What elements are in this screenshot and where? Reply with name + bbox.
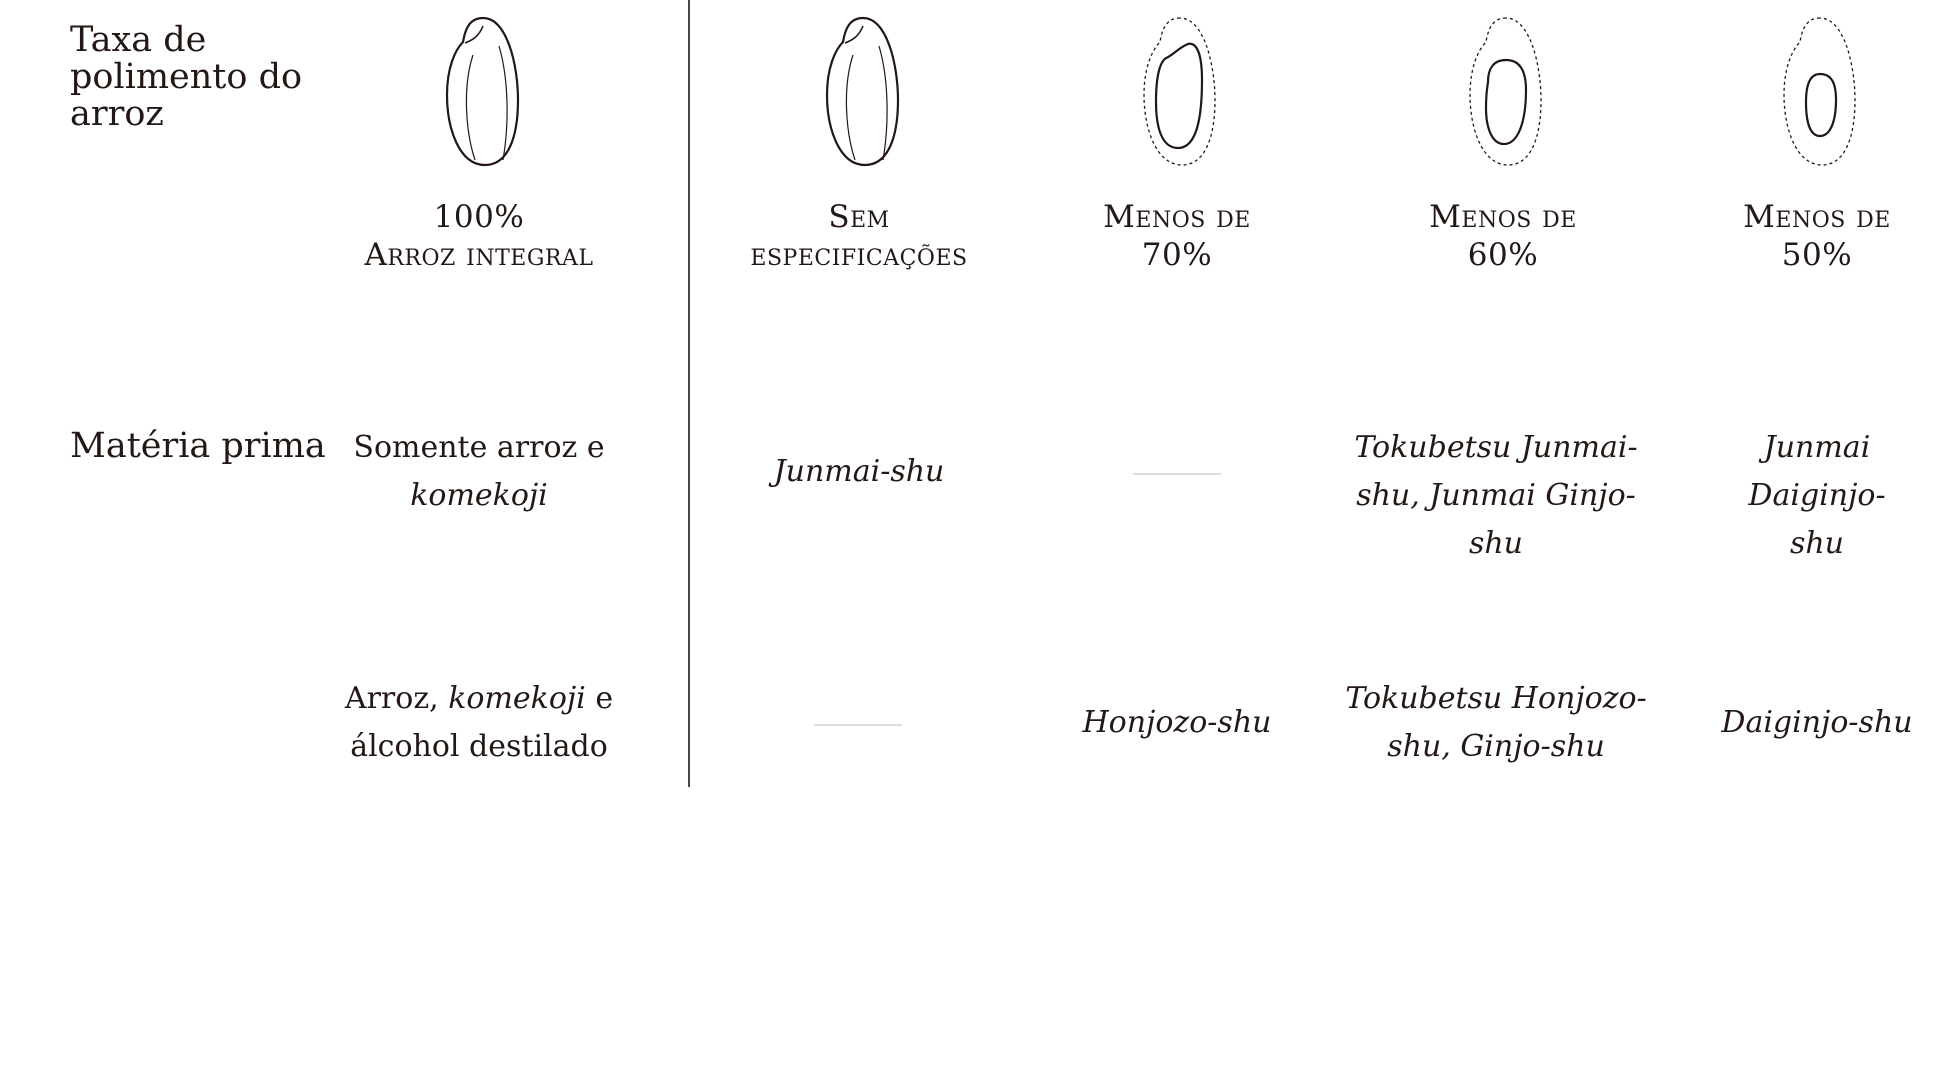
column-header-under-50 [1677, 198, 1957, 274]
row-added-text-e: e [595, 681, 614, 716]
row-added-text-komekoji: komekoji [448, 681, 586, 716]
cell-daiginjo-shu: Daiginjo-shu [1721, 705, 1913, 740]
column-header-line1: Sem [828, 199, 890, 235]
row-pure-description [319, 424, 639, 520]
column-header-line2: 50% [1781, 237, 1853, 273]
cell-junmai-daiginjo: Junmai Daiginjo-shu [1748, 430, 1886, 561]
cell-tokubetsu-junmai-ginjo: Tokubetsu Junmai-shu, Junmai Ginjo-shu [1354, 430, 1638, 561]
grain-60-icon [1448, 10, 1558, 170]
column-header-line1: Menos de [1103, 199, 1251, 235]
column-header-under-60 [1363, 198, 1643, 274]
cell-empty-dash [814, 724, 902, 726]
raw-material-label: Matéria prima [70, 426, 326, 466]
column-header-line1: 100% [433, 199, 525, 235]
column-header-brown-rice [339, 198, 619, 274]
column-header-line2: 70% [1141, 237, 1213, 273]
cell-tokubetsu-honjozo-ginjo: Tokubetsu Honjozo-shu, Ginjo-shu [1345, 681, 1647, 764]
grain-70-icon [1122, 10, 1232, 170]
column-header-line2: especificações [750, 237, 968, 273]
whole-grain-icon [425, 10, 535, 170]
column-header-line2: 60% [1467, 237, 1539, 273]
unpolished-grain-icon [805, 10, 915, 170]
column-header-unspecified [719, 198, 999, 274]
polishing-rate-label: Taxa de polimento do arroz [70, 20, 303, 134]
grain-50-icon [1762, 10, 1872, 170]
row-added-description-line1 [319, 675, 639, 723]
column-header-line2: Arroz integral [364, 237, 594, 273]
cell-junmai-shu: Junmai-shu [773, 454, 945, 489]
row-added-description-line2: álcohol destilado [350, 729, 608, 764]
cell-empty-dash [1133, 473, 1221, 475]
row-pure-description-line2: komekoji [410, 478, 548, 513]
row-pure-description-line1: Somente arroz e [353, 430, 605, 465]
row-added-text-a: Arroz, [344, 681, 439, 716]
row-added-description [319, 675, 639, 771]
column-divider [688, 0, 690, 787]
column-header-line1: Menos de [1743, 199, 1891, 235]
column-header-line1: Menos de [1429, 199, 1577, 235]
column-header-under-70 [1037, 198, 1317, 274]
cell-honjozo-shu: Honjozo-shu [1082, 705, 1272, 740]
